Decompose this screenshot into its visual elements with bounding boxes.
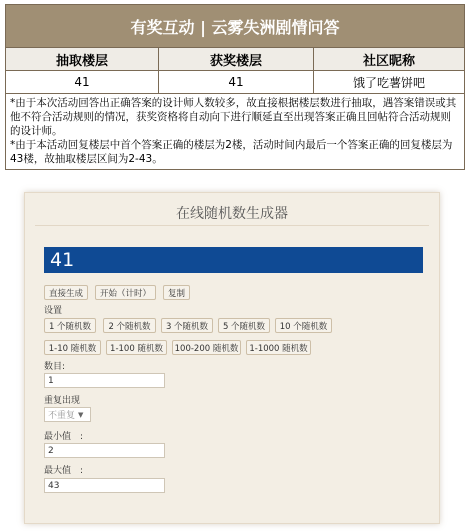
table-title: 有奖互动 | 云雾失洲剧情问答 xyxy=(6,5,464,48)
table-row xyxy=(6,71,464,94)
repeat-select-value: 不重复 xyxy=(48,411,76,421)
note-2: *由于本活动回复楼层中首个答案正确的楼层为2楼，活动时间内最后一个答案正确的回复楼层为43楼，故抽取楼层区间为2-43。 xyxy=(10,139,453,165)
table-header-row xyxy=(6,48,464,71)
result-display: 41 xyxy=(44,247,423,273)
count-10-button[interactable]: 10 个随机数 xyxy=(275,318,332,333)
cell-winning-floor: 41 xyxy=(159,71,314,93)
range-1-1000-button[interactable]: 1-1000 随机数 xyxy=(246,340,311,355)
max-input[interactable]: 43 xyxy=(44,478,165,493)
count-2-button[interactable]: 2 个随机数 xyxy=(103,318,156,333)
range-100-200-button[interactable]: 100-200 随机数 xyxy=(172,340,241,355)
count-input[interactable]: 1 xyxy=(44,373,165,388)
cell-draw-floor: 41 xyxy=(6,71,159,93)
count-1-button[interactable]: 1 个随机数 xyxy=(44,318,96,333)
random-number-generator xyxy=(24,192,440,524)
count-3-button[interactable]: 3 个随机数 xyxy=(161,318,213,333)
generate-button[interactable]: 直接生成 xyxy=(44,285,88,300)
generator-title: 在线随机数生成器 xyxy=(176,206,288,222)
header-nickname: 社区昵称 xyxy=(362,53,415,69)
cell-nickname: 饿了吃薯饼吧 xyxy=(352,75,425,90)
title-divider xyxy=(35,225,429,226)
header-winning-floor: 获奖楼层 xyxy=(159,48,314,70)
repeat-select[interactable] xyxy=(44,407,91,422)
results-table xyxy=(5,4,465,170)
count-5-button[interactable]: 5 个随机数 xyxy=(218,318,270,333)
max-label: 最大值 : xyxy=(44,466,84,476)
min-label: 最小值 : xyxy=(44,432,84,442)
table-notes xyxy=(6,94,464,169)
repeat-label: 重复出现 xyxy=(44,396,81,406)
min-input[interactable]: 2 xyxy=(44,443,165,458)
note-1: *由于本次活动回答出正确答案的设计师人数较多，故直接根据楼层数进行抽取，遇答案错误或其他不符合活动规则的情况，获奖资格将自动向下进行顺延直至出现答案正确且回帖符合活动规则的设计师。 xyxy=(10,97,457,137)
range-1-100-button[interactable]: 1-100 随机数 xyxy=(106,340,167,355)
settings-label: 设置 xyxy=(44,306,63,316)
copy-button[interactable]: 复制 xyxy=(163,285,190,300)
count-label: 数目: xyxy=(44,362,66,372)
chevron-down-icon: ▼ xyxy=(78,410,84,419)
start-timer-button[interactable]: 开始（计时） xyxy=(95,285,156,300)
range-1-10-button[interactable]: 1-10 随机数 xyxy=(44,340,101,355)
header-draw-floor: 抽取楼层 xyxy=(6,48,159,70)
